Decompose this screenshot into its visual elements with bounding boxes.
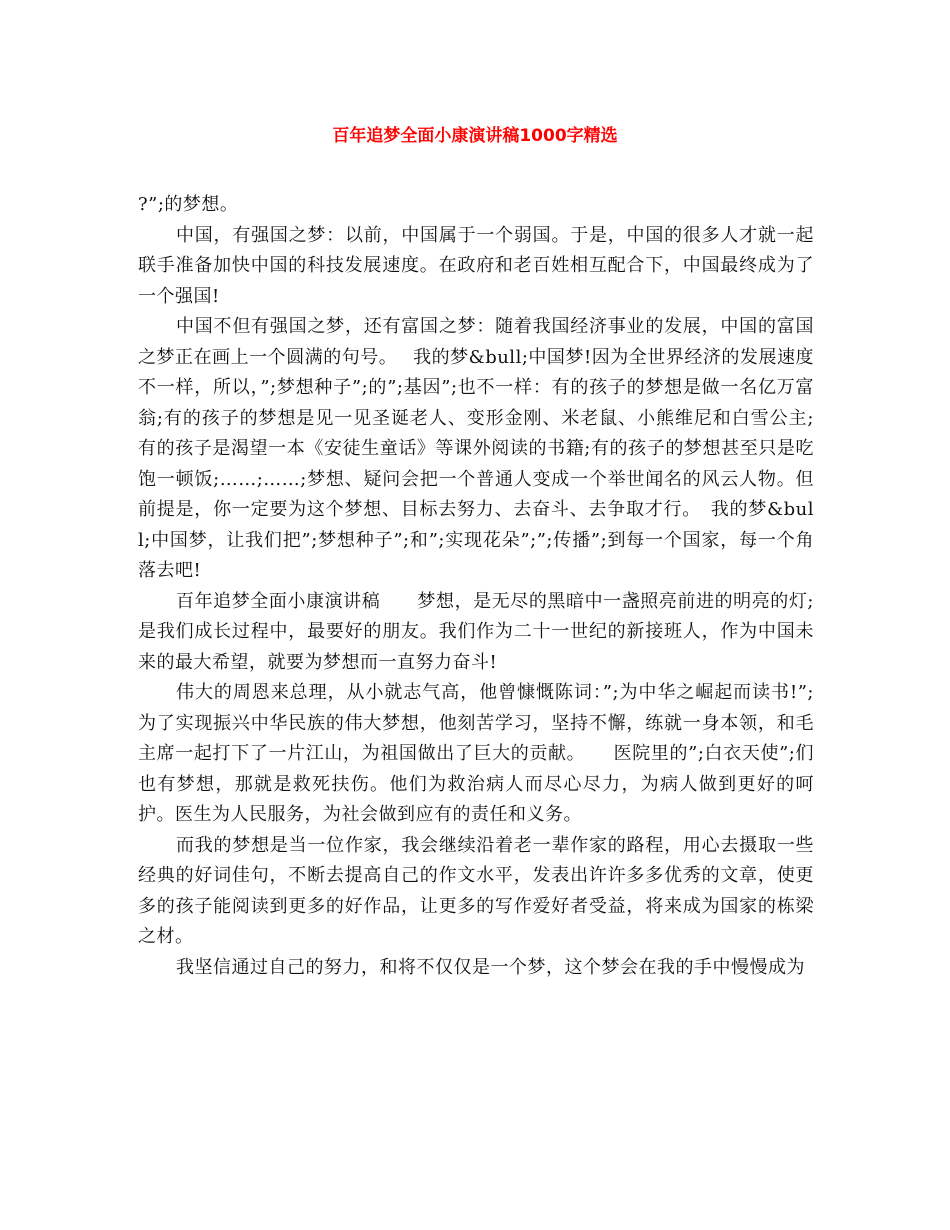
paragraph: ?”;的梦想。 [138, 194, 239, 215]
document-body [138, 190, 814, 983]
paragraph: 伟大的周恩来总理，从小就志气高，他曾慷慨陈词：”;为中华之崛起而读书!”;为了实现振兴中华民族的伟大梦想，他刻苦学习，坚持不懈，练就一身本领，和毛主席一起打下了一片江山，为祖国做出了巨大的贡献。 医院里的”;白衣天使”;们也有梦想，那就是救死扶伤。他们为救治病人而尽心尽力，为病人做到更好的呵护。医生为人民服务，为社会做到应有的责任和义务。 [138, 682, 814, 825]
paragraph: 我坚信通过自己的努力，和将不仅仅是一个梦，这个梦会在我的手中慢慢成为 [176, 956, 805, 978]
paragraph: 而我的梦想是当一位作家，我会继续沿着老一辈作家的路程，用心去摄取一些经典的好词佳句，不断去提高自己的作文水平，发表出许许多多优秀的文章，使更多的孩子能阅读到更多的好作品，让更多的写作爱好者受益，将来成为国家的栋梁之材。 [138, 834, 814, 947]
paragraph: 中国，有强国之梦：以前，中国属于一个弱国。于是，中国的很多人才就一起联手准备加快中国的科技发展速度。在政府和老百姓相互配合下，中国最终成为了一个强国! [138, 224, 814, 307]
paragraph: 百年追梦全面小康演讲稿 梦想，是无尽的黑暗中一盏照亮前进的明亮的灯;是我们成长过程中，最要好的朋友。我们作为二十一世纪的新接班人，作为中国未来的最大希望，就要为梦想而一直努力奋斗! [138, 590, 814, 673]
document-title: 百年追梦全面小康演讲稿1000字精选 [332, 126, 618, 146]
paragraph: 中国不但有强国之梦，还有富国之梦：随着我国经济事业的发展，中国的富国之梦正在画上一个圆满的句号。 我的梦&bull;中国梦!因为全世界经济的发展速度不一样，所以，”;梦想种子”;的”;基因”;也不一样：有的孩子的梦想是做一名亿万富翁;有的孩子的梦想是见一见圣诞老人、变形金刚、米老鼠、小熊维尼和白雪公主;有的孩子是渴望一本《安徒生童话》等课外阅读的书籍;有的孩子的梦想甚至只是吃饱一顿饭;……;……;梦想、疑问会把一个普通人变成一个举世闻名的风云人物。但前提是，你一定要为这个梦想、目标去努力、去奋斗、去争取才行。 我的梦&bull;中国梦，让我们把”;梦想种子”;和”;实现花朵”;”;传播”;到每一个国家，每一个角落去吧! [138, 316, 814, 581]
